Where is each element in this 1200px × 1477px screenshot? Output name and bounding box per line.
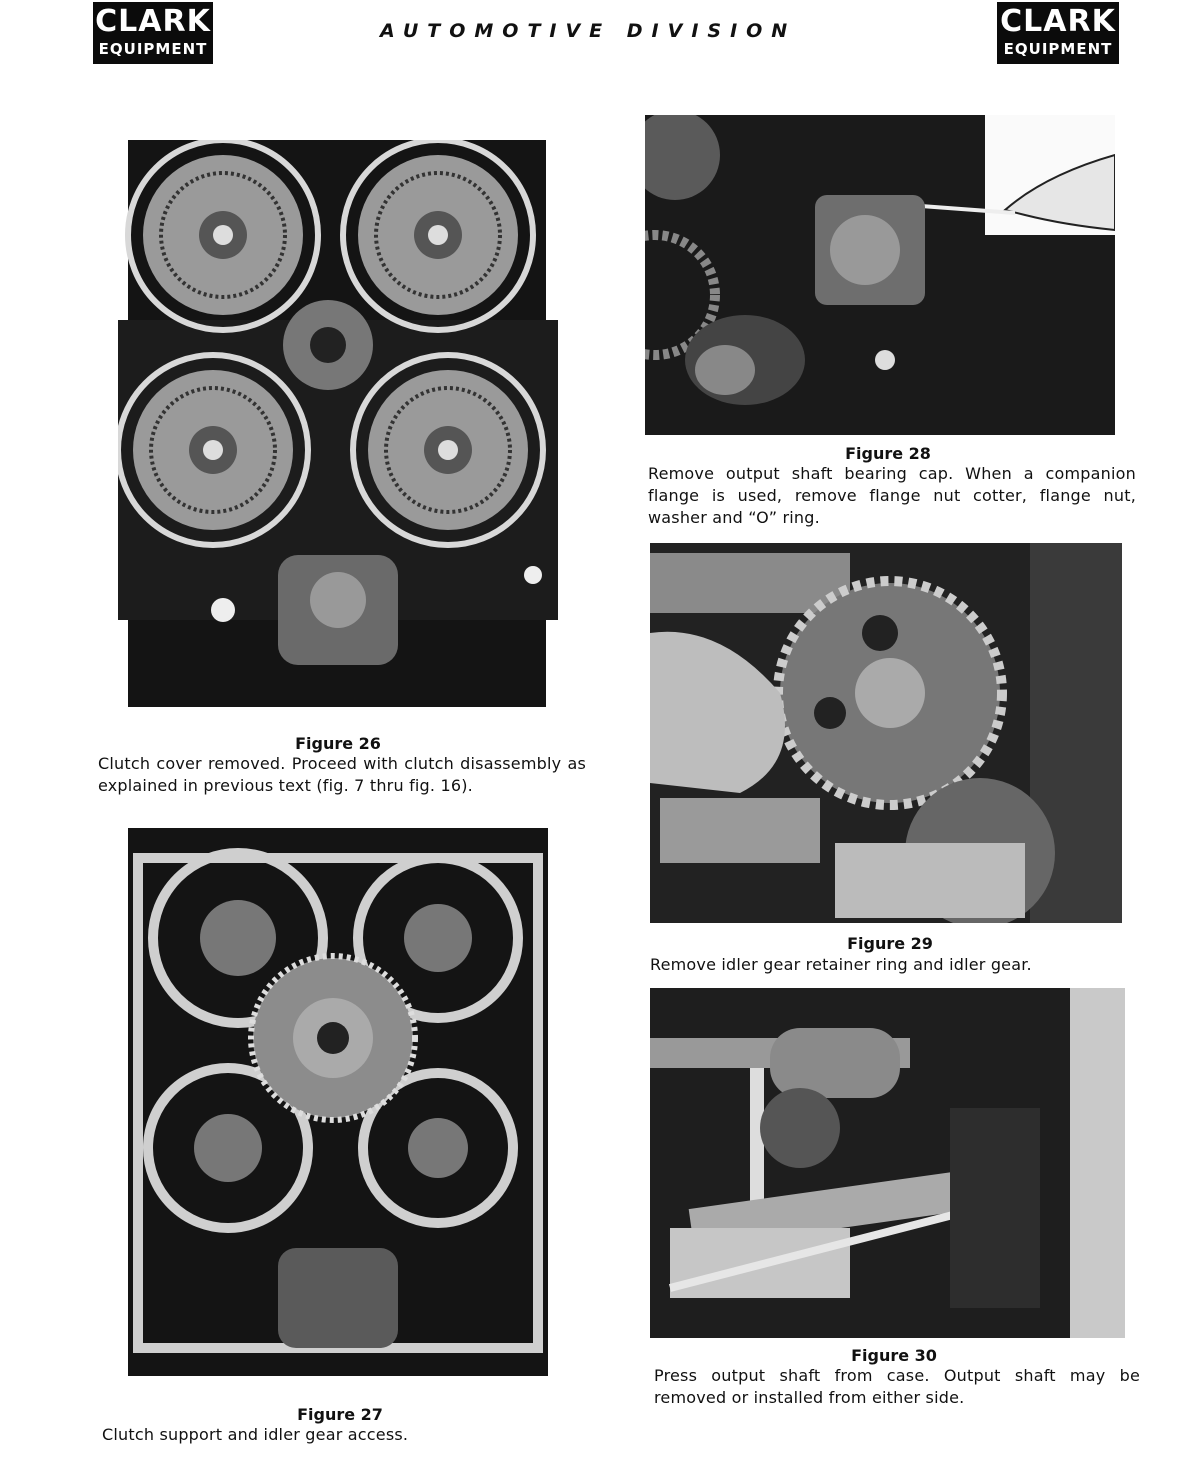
page-header-title: AUTOMOTIVE DIVISION (380, 20, 797, 42)
figure-28-label: Figure 28 (845, 444, 931, 463)
figure-26-label: Figure 26 (295, 734, 381, 753)
figure-27-photo (128, 828, 548, 1376)
figure-27-caption: Clutch support and idler gear access. (102, 1425, 409, 1444)
logo-line1: CLARK (95, 4, 211, 39)
clark-equipment-logo-right (997, 2, 1119, 64)
figure-28-photo (645, 115, 1115, 435)
logo-line2: EQUIPMENT (98, 40, 208, 58)
figure-29-photo (650, 543, 1122, 923)
figure-30-photo (650, 988, 1125, 1338)
clark-equipment-logo-left (93, 2, 213, 64)
figure-27-label: Figure 27 (297, 1405, 383, 1424)
figure-28-caption: Remove output shaft bearing cap. When a companion flange is used, remove flange nut cotter, flange nut, washer and “O” ring. (648, 464, 1136, 527)
logo-line2: EQUIPMENT (1003, 40, 1113, 58)
figure-29-caption: Remove idler gear retainer ring and idler gear. (650, 955, 1032, 974)
figure-29-label: Figure 29 (847, 934, 933, 953)
logo-line1: CLARK (1000, 4, 1116, 39)
figure-26-caption: Clutch cover removed. Proceed with clutch disassembly as explained in previous text (fig. 7 thru fig. 16). (98, 754, 586, 795)
figure-26-photo (118, 140, 558, 707)
figure-30-label: Figure 30 (851, 1346, 937, 1365)
figure-30-caption: Press output shaft from case. Output shaft may be removed or installed from either side. (654, 1366, 1140, 1407)
